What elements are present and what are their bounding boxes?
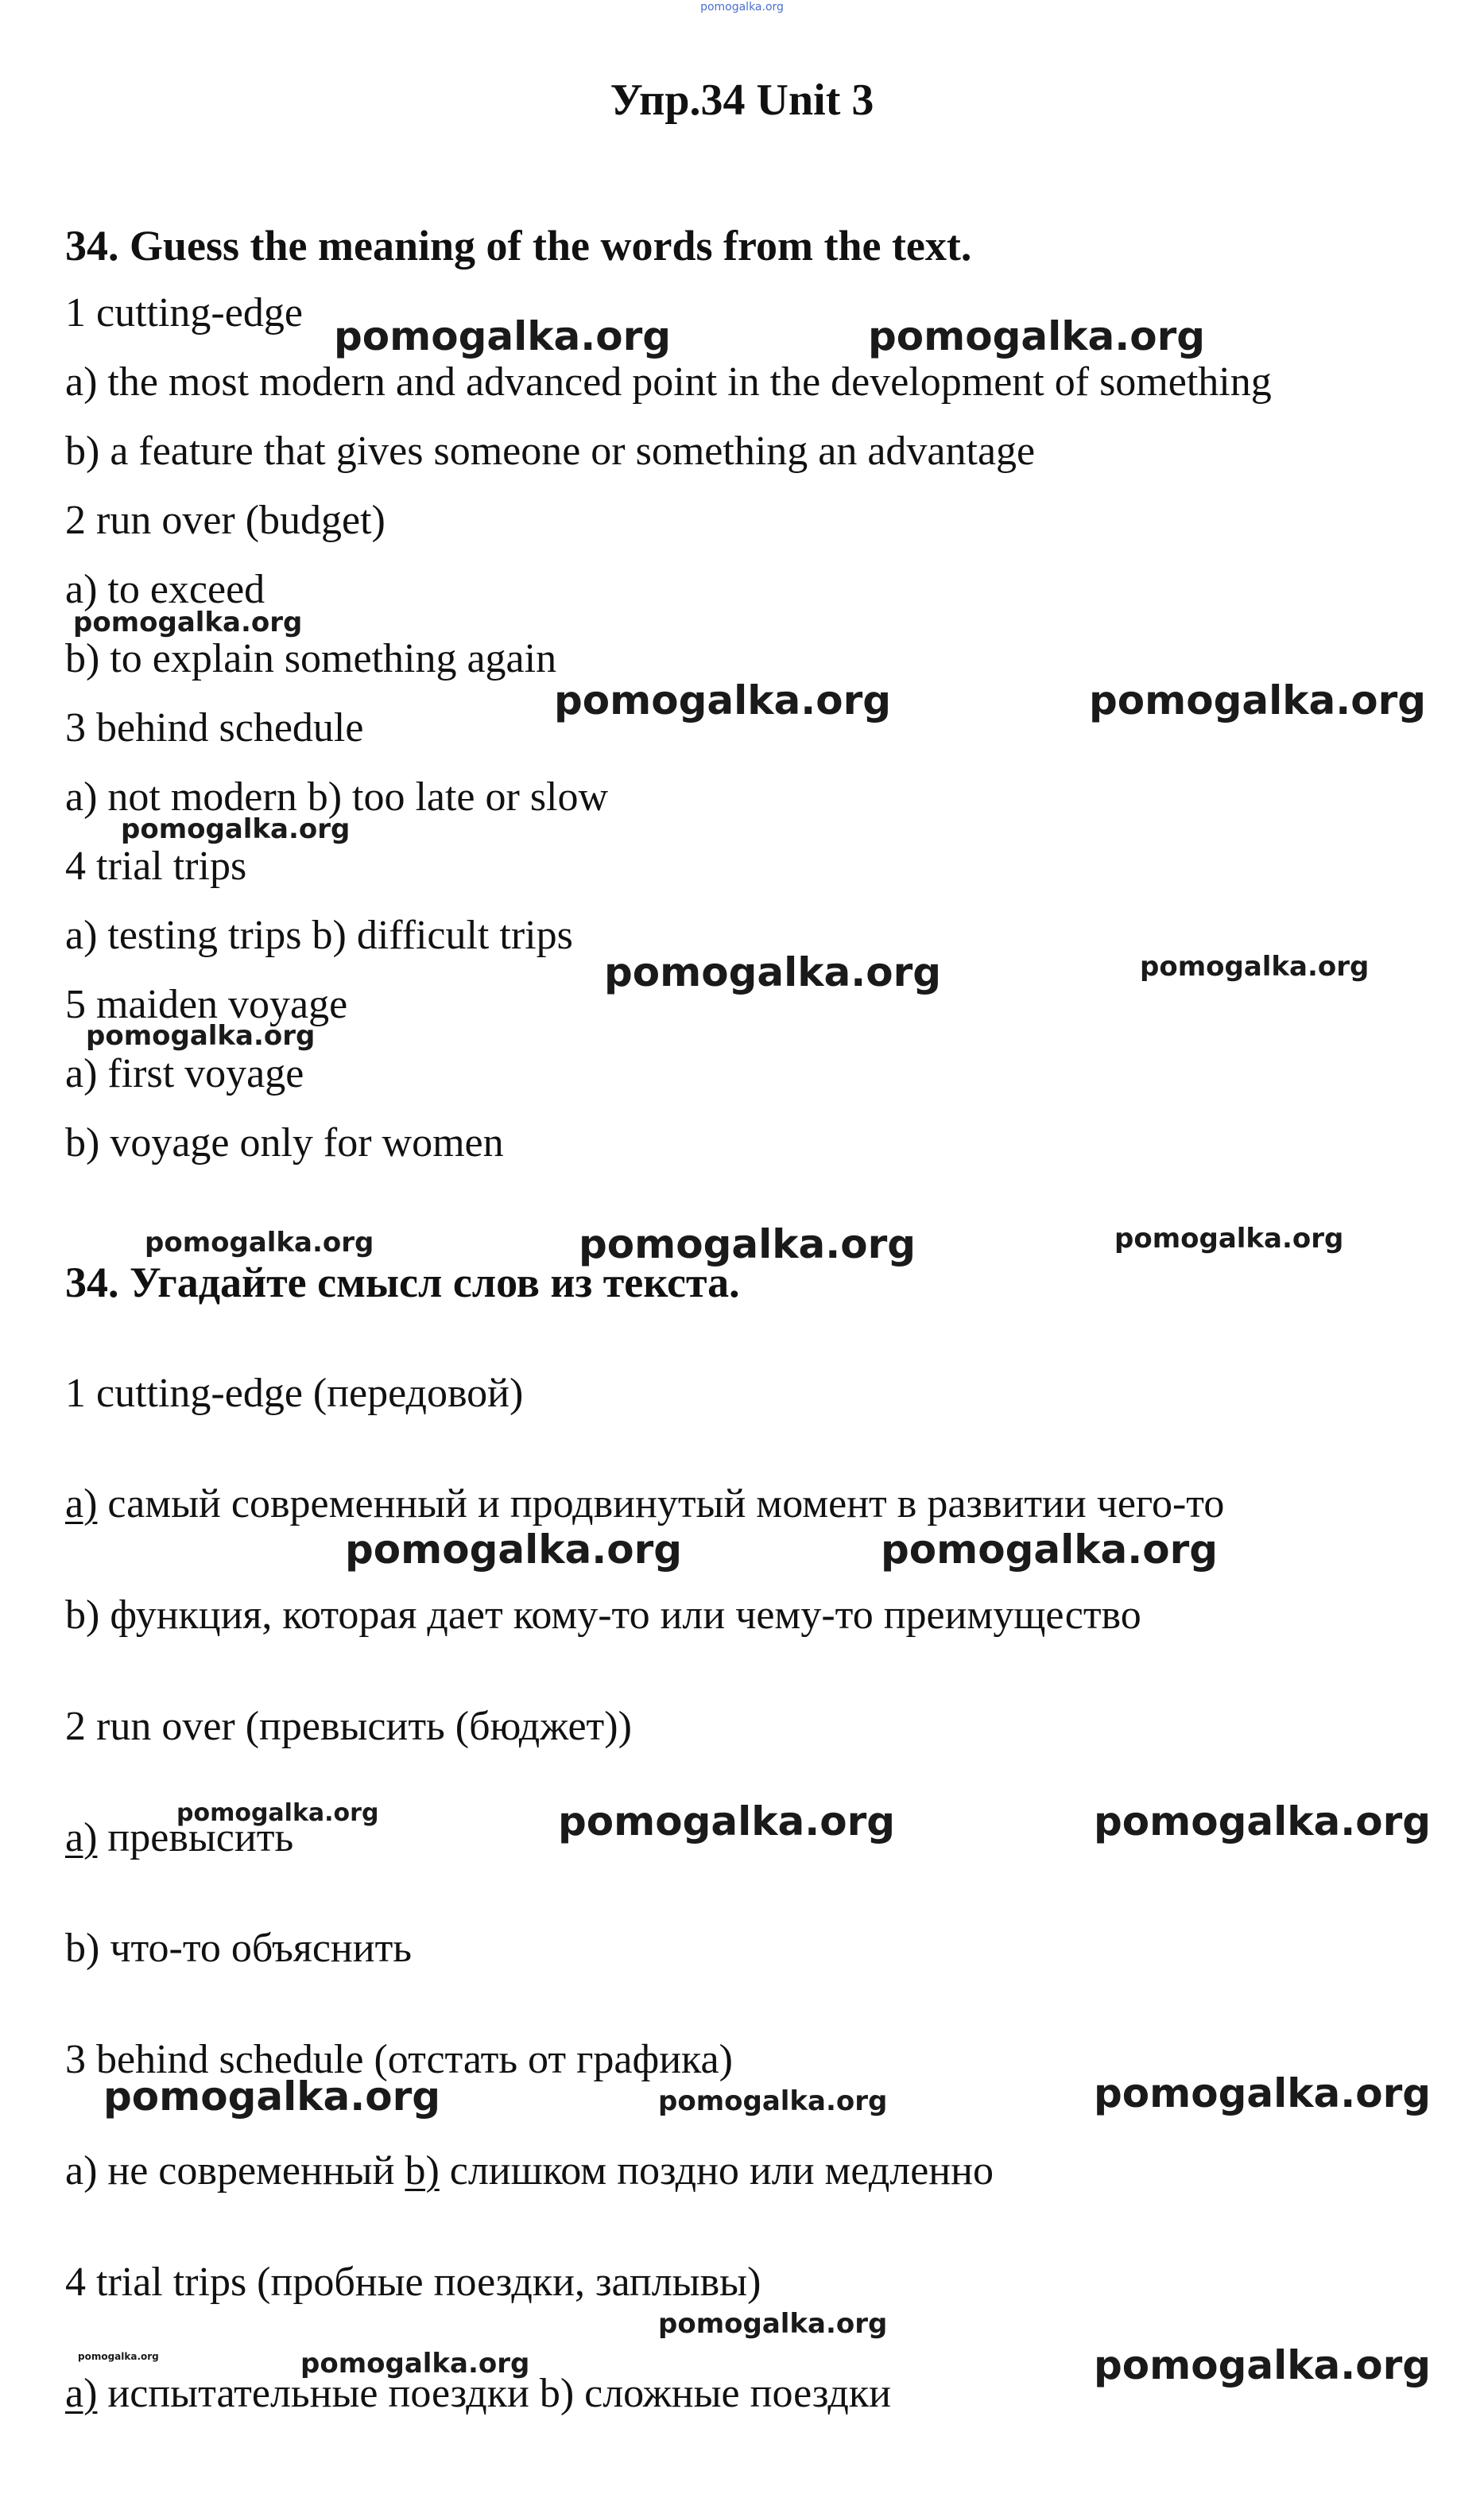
answer-marker: b) <box>405 2148 440 2194</box>
watermark: pomogalka.org <box>881 1526 1219 1573</box>
russian-heading: 34. Угадайте смысл слов из текста. <box>65 1259 740 1306</box>
russian-item1-title: 1 cutting-edge (передовой) <box>65 1371 524 1416</box>
russian-item3-b-text: слишком поздно или медленно <box>439 2148 994 2194</box>
watermark: pomogalka.org <box>73 607 303 638</box>
watermark: pomogalka.org <box>1094 2342 1432 2388</box>
russian-item1-a-text: самый современный и продвинутый момент в развитии чего-то <box>97 1481 1225 1526</box>
watermark: pomogalka.org <box>103 2073 441 2120</box>
english-heading: 34. Guess the meaning of the words from the text. <box>65 222 972 270</box>
english-line-13: b) voyage only for women <box>65 1120 504 1166</box>
russian-item4-title: 4 trial trips (пробные поездки, заплывы) <box>65 2260 761 2305</box>
answer-marker: a) <box>65 1815 98 1860</box>
watermark: pomogalka.org <box>658 2085 888 2117</box>
english-line-6: b) to explain something again <box>65 636 557 681</box>
russian-item1-a <box>65 1481 1225 1526</box>
russian-item3-a <box>65 2148 994 2194</box>
english-line-5: a) to exceed <box>65 567 265 612</box>
watermark: pomogalka.org <box>300 2348 530 2380</box>
watermark: pomogalka.org <box>579 1221 916 1267</box>
watermark: pomogalka.org <box>145 1227 374 1259</box>
english-line-2: a) the most modern and advanced point in the development of something <box>65 359 1272 405</box>
russian-item4-a-text: испытательные поездки b) сложные поездки <box>97 2371 891 2416</box>
english-line-3: b) a feature that gives someone or something an advantage <box>65 429 1036 474</box>
watermark: pomogalka.org <box>1140 951 1370 983</box>
answer-marker: a) <box>65 2371 98 2416</box>
english-line-7: 3 behind schedule <box>65 705 364 751</box>
english-line-4: 2 run over (budget) <box>65 498 386 543</box>
russian-item2-a-text: превысить <box>97 1815 294 1860</box>
english-line-11: 5 maiden voyage <box>65 982 348 1027</box>
english-line-1: 1 cutting-edge <box>65 290 303 336</box>
english-line-8: a) not modern b) too late or slow <box>65 774 609 820</box>
watermark: pomogalka.org <box>1094 2070 1432 2116</box>
watermark: pomogalka.org <box>1089 677 1427 723</box>
watermark-top: pomogalka.org <box>700 1 784 14</box>
watermark: pomogalka.org <box>86 1020 316 1052</box>
watermark: pomogalka.org <box>658 2308 888 2340</box>
answer-marker: a) <box>65 1481 98 1526</box>
watermark: pomogalka.org <box>121 813 351 845</box>
watermark: pomogalka.org <box>554 677 892 723</box>
english-line-10: a) testing trips b) difficult trips <box>65 913 573 958</box>
watermark: pomogalka.org <box>345 1526 683 1573</box>
english-line-9: 4 trial trips <box>65 844 247 889</box>
russian-item3-a-text: a) не современный <box>65 2148 405 2194</box>
watermark: pomogalka.org <box>1094 1798 1432 1844</box>
russian-item2-b: b) что-то объяснить <box>65 1926 413 1971</box>
watermark: pomogalka.org <box>78 2351 159 2362</box>
watermark: pomogalka.org <box>558 1798 896 1844</box>
watermark: pomogalka.org <box>604 949 942 995</box>
watermark: pomogalka.org <box>1114 1223 1344 1255</box>
russian-item1-b: b) функция, которая дает кому-то или чему-то преимущество <box>65 1592 1141 1638</box>
page-title: Упр.34 Unit 3 <box>610 76 874 125</box>
watermark: pomogalka.org <box>334 313 672 359</box>
watermark: pomogalka.org <box>176 1799 379 1827</box>
english-line-12: a) first voyage <box>65 1051 304 1096</box>
watermark: pomogalka.org <box>868 313 1206 359</box>
russian-item3-title: 3 behind schedule (отстать от графика) <box>65 2037 733 2082</box>
russian-item2-title: 2 run over (превысить (бюджет)) <box>65 1704 632 1749</box>
